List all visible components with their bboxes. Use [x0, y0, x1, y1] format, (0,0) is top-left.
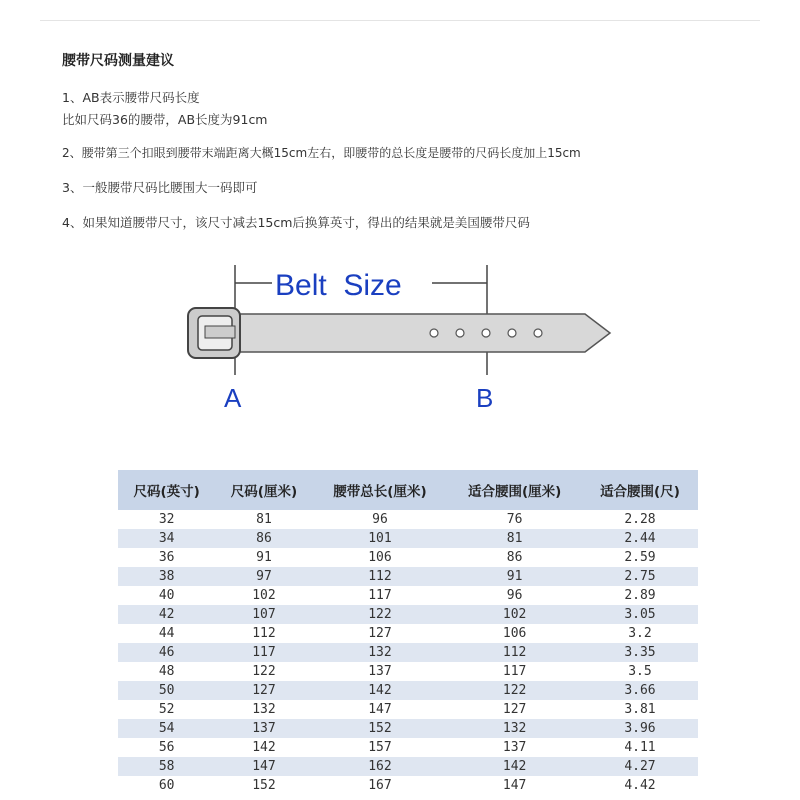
- table-cell: 2.28: [624, 512, 656, 527]
- table-cell: 58: [118, 757, 215, 776]
- table-cell: 2.89: [624, 588, 656, 603]
- table-row: [118, 624, 698, 643]
- table-cell: 127: [215, 681, 312, 700]
- table-cell: 76: [506, 512, 523, 527]
- table-row: [118, 586, 698, 605]
- table-row: [118, 567, 698, 586]
- column-header: 腰带总长(厘米): [313, 470, 448, 510]
- table-cell: 96: [506, 588, 523, 603]
- table-row: [118, 605, 698, 624]
- table-row: [118, 662, 698, 681]
- table-row: [118, 738, 698, 757]
- belt-size-label: Belt Size: [275, 269, 402, 302]
- tip-1-example: 比如尺码36的腰带，AB长度为91cm: [62, 112, 268, 127]
- belt-size-table: [118, 470, 698, 795]
- column-header: 适合腰围(尺): [582, 470, 698, 510]
- table-row: [118, 700, 698, 719]
- table-cell: 50: [118, 681, 215, 700]
- table-cell: 91: [256, 550, 272, 565]
- table-row: [118, 776, 698, 795]
- table-cell: 106: [368, 550, 392, 565]
- table-row: [118, 510, 698, 529]
- table-cell: 147: [368, 702, 392, 717]
- table-cell: 147: [215, 757, 312, 776]
- table-cell: 122: [447, 681, 582, 700]
- belt-size-diagram: [0, 250, 800, 420]
- table-cell: 96: [372, 512, 388, 527]
- table-cell: 32: [158, 512, 175, 527]
- table-cell: 137: [368, 664, 392, 679]
- table-cell: 152: [313, 719, 448, 738]
- table-cell: 162: [313, 757, 448, 776]
- table-cell: 60: [158, 778, 175, 793]
- table-cell: 117: [368, 588, 392, 603]
- table-cell: 132: [447, 719, 582, 738]
- table-cell: 122: [313, 605, 448, 624]
- table-cell: 3.66: [582, 681, 698, 700]
- table-cell: 142: [447, 757, 582, 776]
- table-cell: 117: [215, 643, 312, 662]
- table-cell: 38: [118, 567, 215, 586]
- tip-2: 2、腰带第三个扣眼到腰带末端距离大概15cm左右，即腰带的总长度是腰带的尺码长度加上15cm: [62, 146, 581, 160]
- point-b-label: B: [476, 383, 494, 413]
- table-cell: 132: [313, 643, 448, 662]
- tip-4: 4、如果知道腰带尺寸，该尺寸减去15cm后换算英寸，得出的结果就是美国腰带尺码: [62, 215, 530, 230]
- section-title: 腰带尺码测量建议: [62, 53, 174, 69]
- table-cell: 3.05: [582, 605, 698, 624]
- column-header: 尺码(英寸): [118, 470, 215, 510]
- table-cell: 91: [447, 567, 582, 586]
- table-row: [118, 548, 698, 567]
- table-row: [118, 719, 698, 738]
- table-row: [118, 681, 698, 700]
- table-cell: 101: [313, 529, 448, 548]
- table-cell: 4.42: [624, 778, 656, 793]
- table-cell: 4.11: [624, 740, 656, 755]
- table-cell: 132: [252, 702, 276, 717]
- table-cell: 4.27: [582, 757, 698, 776]
- table-cell: 52: [158, 702, 175, 717]
- table-cell: 112: [447, 643, 582, 662]
- table-cell: 81: [256, 512, 272, 527]
- table-cell: 3.35: [582, 643, 698, 662]
- table-cell: 48: [158, 664, 175, 679]
- table-row: [118, 643, 698, 662]
- table-cell: 3.81: [624, 702, 656, 717]
- table-cell: 127: [368, 626, 392, 641]
- table-cell: 122: [252, 664, 276, 679]
- table-cell: 127: [502, 702, 527, 717]
- table-cell: 97: [215, 567, 312, 586]
- table-cell: 147: [502, 778, 527, 793]
- table-row: [118, 757, 698, 776]
- table-cell: 2.59: [624, 550, 656, 565]
- table-cell: 152: [252, 778, 276, 793]
- table-cell: 3.2: [628, 626, 652, 641]
- table-cell: 102: [447, 605, 582, 624]
- table-cell: 167: [368, 778, 392, 793]
- table-cell: 2.75: [582, 567, 698, 586]
- table-cell: 106: [502, 626, 527, 641]
- table-cell: 40: [158, 588, 175, 603]
- table-row: [118, 529, 698, 548]
- table-cell: 2.44: [582, 529, 698, 548]
- table-cell: 137: [215, 719, 312, 738]
- table-cell: 157: [368, 740, 392, 755]
- table-cell: 36: [158, 550, 175, 565]
- table-cell: 56: [158, 740, 175, 755]
- table-cell: 117: [502, 664, 527, 679]
- column-header: 适合腰围(厘米): [447, 470, 582, 510]
- point-a-label: A: [224, 383, 242, 413]
- table-cell: 3.96: [582, 719, 698, 738]
- table-cell: 54: [118, 719, 215, 738]
- tip-1: 1、AB表示腰带尺码长度: [62, 90, 200, 105]
- table-cell: 142: [252, 740, 276, 755]
- table-cell: 46: [118, 643, 215, 662]
- table-cell: 44: [158, 626, 175, 641]
- table-cell: 81: [447, 529, 582, 548]
- table-cell: 112: [313, 567, 448, 586]
- column-header: 尺码(厘米): [215, 470, 312, 510]
- table-cell: 137: [502, 740, 527, 755]
- tip-3: 3、一般腰带尺码比腰围大一码即可: [62, 180, 258, 195]
- table-cell: 34: [118, 529, 215, 548]
- table-cell: 112: [252, 626, 276, 641]
- table-cell: 107: [215, 605, 312, 624]
- table-cell: 3.5: [628, 664, 652, 679]
- table-cell: 86: [215, 529, 312, 548]
- table-cell: 86: [506, 550, 523, 565]
- table-cell: 102: [252, 588, 276, 603]
- table-cell: 142: [313, 681, 448, 700]
- table-cell: 42: [118, 605, 215, 624]
- divider: [40, 20, 760, 21]
